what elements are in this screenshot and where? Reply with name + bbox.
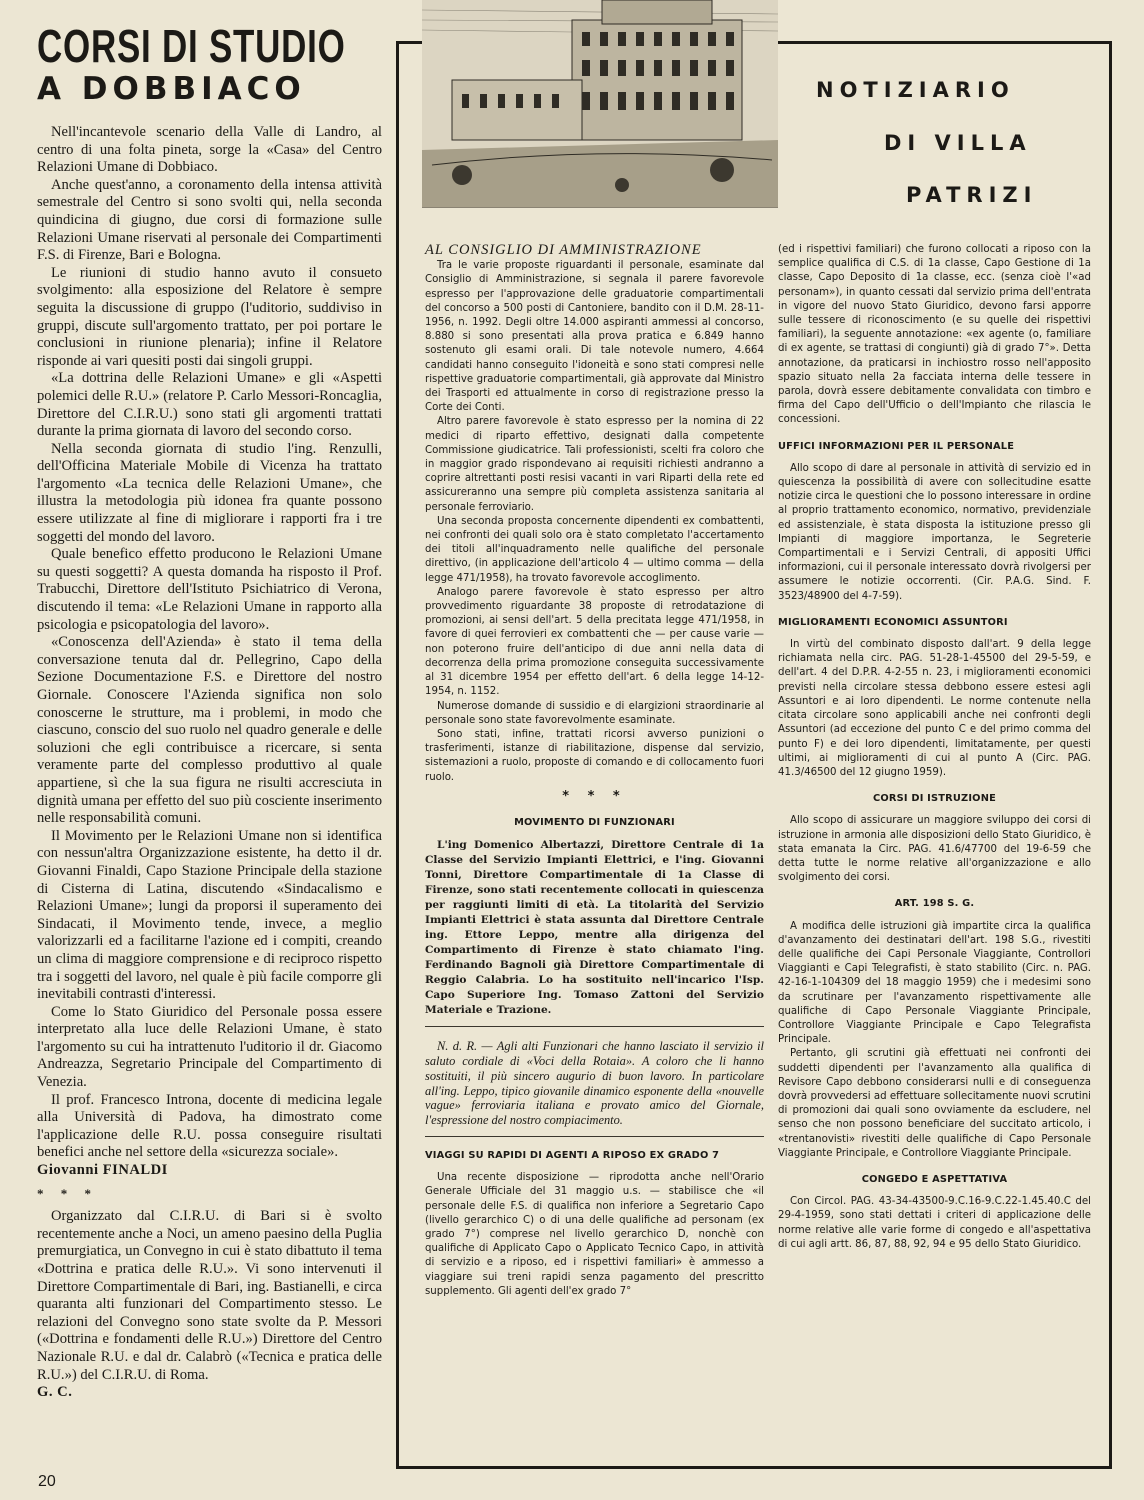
article-paragraph: Come lo Stato Giuridico del Personale possa essere interpretato alla luce delle Relazioni Umane, è stato l'argomento su cui ha intrattenuto l'uditorio il dr. Giacomo Andreazza, Segretario Principale del Compartimento di Venezia.	[37, 1003, 382, 1091]
page-number: 20	[38, 1473, 56, 1490]
article-paragraph: «Conoscenza dell'Azienda» è stato il tema della conversazione tenuta dal dr. Pellegrino, Capo della Sezione Documentazione F.S. e Direttore del nostro Giornale. Conoscere l'Azienda significa non solo conoscerne le strutture, ma i problemi, in modo che ciascuno, conscio del suo ruolo nel quadro generale e delle soluzioni che egli contribuisce a ricercare, si senta veramente parte del complesso produttivo al quale appartiene, sì che la sua figura ne risulti accresciuta in dignità umana per effetto del suo più cosciente inserimento nelle responsabilità comuni.	[37, 634, 383, 827]
article-paragraph: «La dottrina delle Relazioni Umane» e gli «Aspetti polemici delle R.U.» (relatore P. Carlo Messori-Roncaglia, Direttore del C.I.R.U.) sono stati gli argomenti trattati durante la prima giornata di lavoro del secondo corso.	[37, 370, 382, 440]
movimento-body	[425, 838, 764, 1018]
article-signature: Giovanni FINALDI	[37, 1162, 168, 1179]
movimento-heading: MOVIMENTO DI FUNZIONARI	[514, 816, 675, 828]
article-title: CORSI DI STUDIO	[37, 20, 346, 72]
viaggi-heading: VIAGGI SU RAPIDI DI AGENTI A RIPOSO EX GRADO 7	[425, 1149, 720, 1161]
congedo-body	[778, 1195, 1091, 1252]
consiglio-paragraph: Numerose domande di sussidio e di elargizioni straordinarie al personale sono state favorevolmente esaminate.	[425, 700, 764, 726]
corsi-heading: CORSI DI ISTRUZIONE	[872, 793, 996, 805]
uffici-body	[778, 462, 1091, 604]
corsi-body	[778, 814, 1091, 885]
article-paragraph: Anche quest'anno, a coronamento della intensa attività semestrale del Centro si sono svolti qui, nella seconda quindicina di giugno, due corsi di formazione sulle Relazioni Umane riservati al personale dei Compartimenti F.S. di Firenze, Bari e Bologna.	[37, 176, 382, 264]
uffici-heading: UFFICI INFORMAZIONI PER IL PERSONALE	[778, 440, 1015, 452]
consiglio-paragraph: Tra le varie proposte riguardanti il personale, esaminate dal Consiglio di Amministrazione, si segnala il parere favorevole espresso per l'approvazione delle graduatorie compartimentali del concorso a 500 posti di Cantoniere, bandito con il D.M. 28-11-1956, n. 1992. Degli oltre 14.000 aspiranti ammessi al concorso, 8.880 si sono presentati alla prova pratica e 6.849 hanno sostenuto gli esami orali. Di tale notevole numero, 4.664 candidati hanno conseguito l'idoneità e sono stati compresi nelle rispettive graduatorie compartimentali, già approvate dal Ministro dei Trasporti ed attualmente in corso di registrazione presso la Corte dei Conti.	[425, 260, 764, 414]
section-separator-stars: * * *	[562, 788, 627, 804]
miglioramenti-body	[778, 638, 1091, 780]
notiziario-title-line1: NOTIZIARIO	[816, 78, 1015, 102]
article-paragraph: Organizzato dal C.I.R.U. di Bari si è svolto recentemente anche a Noci, un ameno paesino della Puglia premurgiatica, un Convegno in cui è stato dibattuto il tema «Dottrina e pratica delle R.U.». Vi sono intervenuti il Direttore Compartimentale di Bari, ing. Bastianelli, e circa quaranta alti funzionari del Compartimento stesso. Le relazioni del Convegno sono state svolte da P. Messori («Dottrina e fondamenti delle R.U.») Direttore del Centro Nazionale R.U. e dal dr. Calabrò («Tecnica e pratica delle R.U.») del C.I.R.U. di Roma.	[37, 1208, 382, 1383]
dobbiaco-article	[37, 22, 382, 1402]
viaggi-continuation	[778, 243, 1091, 428]
consiglio-body	[425, 259, 764, 785]
consiglio-paragraph: Una seconda proposta concernente dipendenti ex combattenti, nei confronti dei quali solo ora è stato completato l'accertamento dei titoli all'inquadramento nelle qualifiche del personale direttivo, (in applicazione dell'articolo 4 — ultimo comma — della legge 471/1958), ha trovato favorevole accoglimento.	[425, 515, 764, 584]
notiziario-title-line2: DI VILLA	[884, 131, 1032, 155]
consiglio-paragraph: Altro parere favorevole è stato espresso per la nomina di 22 medici di riparto effettivo, designati dalla competente Commissione giudicatrice. Tali professionisti, scelti fra coloro che in maggior grado rispondevano ai requisiti richiesti andranno a coprire altrettanti posti resisi vacanti in vari Riparti della rete ed assicureranno una sempre più completa assistenza sanitaria al personale ferroviario.	[425, 416, 764, 513]
article-paragraph: Il prof. Francesco Introna, docente di medicina legale alla Università di Padova, ha dimostrato come l'applicazione delle R.U. possa conseguire risultati benefici anche nel settore della «sicurezza sociale».	[37, 1091, 382, 1161]
section-separator-stars: * * *	[37, 1185, 98, 1201]
consiglio-paragraph: Analogo parere favorevole è stato espresso per altro provvedimento riguardante 38 proposte di retrodatazione di promozioni, ai sensi dell'art. 5 della precitata legge 471/1958, in favore di quei ferrovieri ex combattenti che — per cause varie — non poterono fruire dell'anticipo di due anni nella data di decorrenza della prima promozione conseguita successivamente al 31 dicembre 1954 per effetto dell'art. 6 della legge 14-12-1954, n. 1152.	[425, 586, 764, 698]
viaggi-paragraph: Una recente disposizione — riprodotta anche nell'Orario Generale Ufficiale del 31 maggio u.s. — stabilisce che «il personale delle F.S. di qualifica non inferiore a Segretario Capo (livello gerarchico C) o di una delle qualifiche ad personam (ex grado 7°) comprese nel livello gerarchico D, nonchè con qualifiche di Applicato Capo o Applicato Tecnico Capo, in attività di servizio e a riposo, ed i rispettivi familiari» è ammesso a viaggiare sui treni rapidi senza pagamento del prescritto supplemento. Gli agenti dell'ex grado 7°	[425, 1172, 764, 1297]
consiglio-paragraph: Sono stati, infine, trattati ricorsi avverso punizioni o trasferimenti, istanze di riabilitazione, dispense dal servizio, sistemazioni a ruolo, proposte di comando e di collocamento fuori ruolo.	[425, 728, 764, 783]
article-body	[37, 124, 382, 1402]
article-subtitle: A DOBBIACO	[37, 71, 306, 107]
uffici-paragraph: Allo scopo di dare al personale in attività di servizio ed in quiescenza la possibilità di avere con sollecitudine esatte notizie circa le questioni che lo possono interessare in ordine al proprio trattamento economico, normativo, previdenziale ed assistenziale, è stata disposta la istituzione presso gli Impianti di maggiore importanza, le Segreterie Compartimentali e i Servizi Centrali, di appositi Uffici informazioni, cui il personale interessato dovrà rivolgersi per assumere le notizie occorrenti. (Cir. P.A.G. Sind. F. 3523/48900 del 4-7-59).	[778, 462, 1091, 602]
art198-heading: ART. 198 S. G.	[894, 898, 975, 910]
article-signature-initials: G. C.	[37, 1384, 73, 1401]
article-paragraph: Nell'incantevole scenario della Valle di Landro, al centro di una folta pineta, sorge la «Casa» del Centro Relazioni Umane di Dobbiaco.	[37, 124, 382, 176]
editor-note	[425, 1039, 764, 1128]
villa-engraving-image	[422, 0, 778, 207]
art198-paragraph: Pertanto, gli scrutini già effettuati nei confronti dei suddetti dipendenti per l'avanzamento alla qualifica di Revisore Capo debbono considerarsi nulli e di conseguenza dovrà provvedersi ad effettuare sollecitamente nuovi scrutini di promozioni dai quali sono ovviamente da escludere, nel senso che non possono beneficiare del succitato articolo, i «trentanovisti» rivestiti delle qualifiche di Capo Personale Viaggiante Principale, e Controllore Viaggiante Principale.	[778, 1048, 1091, 1159]
notiziario-title-line3: PATRIZI	[906, 183, 1038, 207]
congedo-heading: CONGEDO E ASPETTATIVA	[861, 1173, 1008, 1185]
notiziario-right-column	[778, 243, 1091, 1252]
movimento-paragraph: L'ing Domenico Albertazzi, Direttore Centrale di 1a Classe del Servizio Impianti Elettrici, e l'ing. Giovanni Tonni, Direttore Compartimentale di 1a Classe di Firenze, sono stati recentemente collocati in quiescenza per raggiunti limiti di età. La titolarità del Servizio Impianti Elettrici è stata assunta dal Direttore Centrale ing. Ettore Leppo, mentre alla dirigenza del Compartimento di Firenze è stato chiamato l'ing. Ferdinando Bagnoli già Direttore Compartimentale di Reggio Calabria. Lo ha sostituito nell'incarico l'Isp. Capo Superiore Ing. Tomaso Zattoni del Servizio Materiale e Trazione.	[425, 839, 764, 1017]
corsi-paragraph: Allo scopo di assicurare un maggiore sviluppo dei corsi di istruzione in armonia alle disposizioni dello Stato Giuridico, è stata emanata la Circ. PAG. 41.6/47700 del 19-6-59 che detta tutte le norme relative all'organizzazione e allo svolgimento dei corsi.	[778, 815, 1091, 884]
divider-line	[425, 1136, 764, 1137]
consiglio-heading: AL CONSIGLIO DI AMMINISTRAZIONE	[425, 242, 702, 258]
art198-body	[778, 920, 1091, 1161]
article-paragraph: Il Movimento per le Relazioni Umane non si identifica con nessun'altra Organizzazione esistente, ha detto il dr. Giovanni Finaldi, Capo Stazione Principale della stazione di Cisterna di Latina, discutendo «Sindacalismo e Relazioni Umane»; lungi da proporsi il superamento dei Sindacati, il Movimento tende, invece, a meglio valorizzarli ed a facilitarne l'azione ed i compiti, creando un clima di maggiore comprensione e di reciproco rispetto tra i soggetti del lavoro, nel quale è più facile comporre gli inevitabili contrasti d'interessi.	[37, 827, 382, 1003]
villa-patrizi-engraving	[422, 0, 778, 208]
art198-paragraph: A modifica delle istruzioni già impartite circa la qualifica d'avanzamento dei destinatari dell'art. 198 S.G., rivestiti delle qualifiche dei Capi Personale Viaggiante, Controllori Viaggianti e Capi Telegrafisti, è stato stabilito (Circ. n. PAG. 42-16-1-104309 del 18 maggio 1959) che i medesimi sono da scrutinare per l'avanzamento rispettivamente alle qualifiche di Capo Personale Viaggiante Principale, Controllore Viaggiante Principale e Capo Telegrafista Principale.	[778, 920, 1091, 1046]
congedo-paragraph: Con Circol. PAG. 43-34-43500-9.C.16-9.C.22-1.45.40.C del 29-4-1959, sono stati dettati i criteri di applicazione delle norme relative alle varie forme di congedo e all'aspettativa di cui agli artt. 86, 87, 88, 92, 94 e 95 dello Stato Giuridico.	[778, 1196, 1091, 1250]
viaggi-continuation-paragraph: (ed i rispettivi familiari) che furono collocati a riposo con la semplice qualifica di C.S. di 1a classe, Capo Gestione di 1a classe, Capo Deposito di 1a classe, ecc. (senza cioè l'«ad personam»), in quanto cessati dal servizio prima dell'entrata in vigore del nuovo Stato Giuridico, devono farsi apporre sulle tessere di riconoscimento (e su quelle dei rispettivi familiari), la seguente annotazione: «ex agente (o, familiare di ex agente, se trattasi di congiunti) già di grado 7°». Detta annotazione, da praticarsi in inchiostro rosso nell'apposito spazio situato nella 2a facciata interna delle tessere in parola, dovrà essere debitamente convalidata con timbro e firma del Capo dell'Ufficio o dell'Impianto che rilascia le concessioni.	[778, 244, 1091, 426]
miglioramenti-paragraph: In virtù del combinato disposto dall'art. 9 della legge richiamata nella circ. PAG. 51-28-1-45500 del 29-5-59, e dell'art. 4 del D.P.R. 4-2-55 n. 23, i miglioramenti economici previsti nella circolare stessa debbono essere estesi agli Assuntori e ai loro dipendenti. Le norme contenute nella citata circolare sono applicabili anche nei confronti degli Assuntori (ad eccezione del punto C e del primo comma del punto F) e dei loro dipendenti, limitatamente, per questi ultimi, ai miglioramenti di cui al punto A (Circ. PAG. 41.3/46500 del 12 giugno 1959).	[778, 639, 1091, 778]
article-paragraph: Quale benefico effetto producono le Relazioni Umane su questi soggetti? A questa domanda ha risposto il Prof. Trabucchi, Direttore dell'Istituto Psichiatrico di Verona, discutendo il tema: «Le Relazioni Umane in rapporto alla psicologia e psicopatologia del lavoro».	[37, 546, 382, 633]
miglioramenti-heading: MIGLIORAMENTI ECONOMICI ASSUNTORI	[778, 616, 1008, 628]
divider-line	[425, 1026, 764, 1027]
article-paragraph: Nella seconda giornata di studio l'ing. Renzulli, dell'Officina Materiale Mobile di Vicenza ha trattato l'argomento «La tecnica delle Relazioni Umane», che illustra la metodologia più idonea fra quante possono essere utilizzate al fine di migliorare i rapporti fra i tre soggetti del mondo del lavoro.	[37, 440, 382, 545]
editor-note-paragraph: N. d. R. — Agli alti Funzionari che hanno lasciato il servizio il saluto cordiale di «Voci della Rotaia». A coloro che li hanno sostituiti, il più sincero augurio di buon lavoro. In particolare all'ing. Leppo, tipico giovanile dinamico esponente della «nouvelle vague» ferroviaria italiana e provato amico del Giornale, l'espressione del nostro compiacimento.	[425, 1039, 764, 1128]
viaggi-body	[425, 1171, 764, 1299]
notiziario-middle-column	[425, 243, 764, 1299]
article-paragraph: Le riunioni di studio hanno avuto il consueto svolgimento: alla esposizione del Relatore è sempre seguita la discussione di gruppo (l'uditorio, suddiviso in gruppi, discute sull'argomento trattato, per poi portare le conclusioni in riunione plenaria); infine il Relatore risponde ai vari quesiti posti dai singoli gruppi.	[37, 264, 382, 369]
